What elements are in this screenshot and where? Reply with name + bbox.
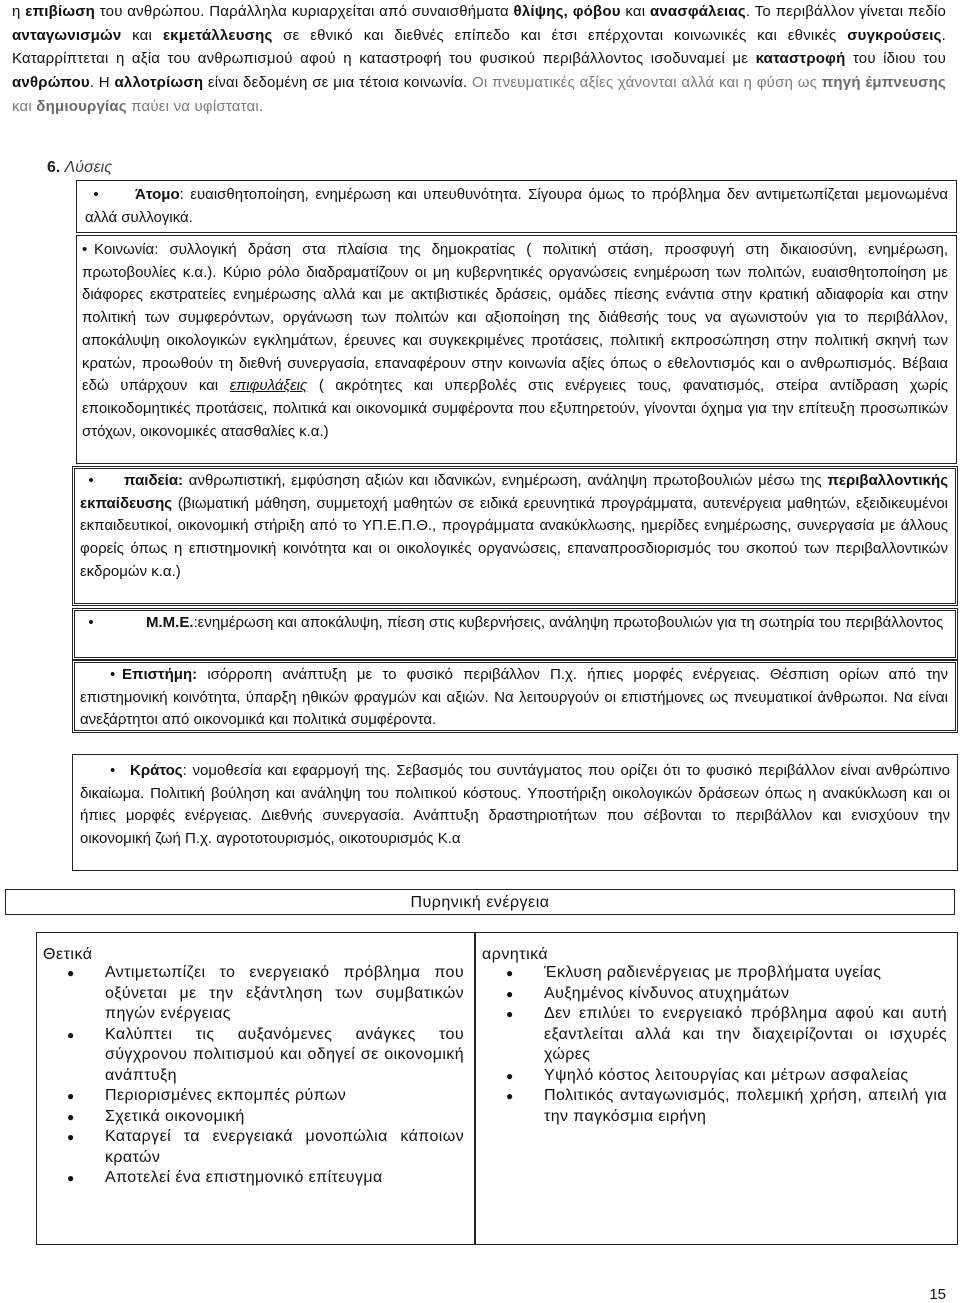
text-run: παύει να υφίσταται. bbox=[126, 97, 264, 115]
text-run: . Το περιβάλλον γίνεται πεδίο bbox=[745, 3, 946, 20]
kratos-text: : νομοθεσία και εφαρμογή της. Σεβασμός του συντάγματος που ορίζει ότι το φυσικό περιβάλλον είναι ανθρώπινο δικαίωμα. Πολιτική βούληση και ανάληψη του πολιτικού κόστους. Υποστήριξη οικολογικών δράσεων όπως η ανακύκλωση και οι ήπιες μορφές ενέργειας. Διεθνής συνεργασία. Ανάπτυξη δραστηριοτήτων που σέβονται το περιβάλλον και ενισχύουν την οικονομική ζωή Π.χ. αγροτοτουρισμός, οικοτουρισμός Κ.α bbox=[80, 762, 950, 848]
atomo-text: : ευαισθητοποίηση, ενημέρωση και υπευθυνότητα. Σίγουρα όμως το πρόβλημα δεν αντιμετωπίζεται μεμονωμένα αλλά συλλογικά. bbox=[85, 186, 948, 226]
bold-term: καταστροφή bbox=[755, 50, 846, 68]
list-item: ● Υψηλό κόστος λειτουργίας και μέτρων ασφαλείας bbox=[476, 1066, 957, 1087]
bold-term: επιβίωση bbox=[25, 3, 96, 20]
text-run: σε εθνικό και διεθνές επίπεδο και έτσι επέρχονται κοινωνικές και εθνικές bbox=[272, 26, 848, 44]
positive-heading: Θετικά bbox=[43, 946, 93, 963]
text-run: Οι πνευματικές αξίες χάνονται αλλά και η φύση ως bbox=[471, 74, 822, 92]
section-title: Λύσεις bbox=[60, 159, 112, 176]
paideia-bold: περιβαλλοντικής εκπαίδευσης bbox=[80, 472, 948, 512]
bold-term: ανθρώπου bbox=[12, 74, 90, 92]
bullet-icon: • bbox=[110, 762, 116, 779]
mme-text: :ενημέρωση και αποκάλυψη, πίεση στις κυβερνήσεις, ανάληψη πρωτοβουλιών για τη σωτηρία του περιβάλλοντος bbox=[193, 614, 944, 631]
text-run: είναι δεδομένη σε μια τέτοια κοινωνία. bbox=[203, 74, 472, 92]
koinonia-text: Κοινωνία: συλλογική δράση στα πλαίσια της δημοκρατίας ( πολιτική στάση, προσφυγή στη δικαιοσύνη, ενημέρωση, πρωτοβουλίες κ.α.). Κύριο ρόλο διαδραματίζουν οι μη κυβερνητικές οργανώσεις ενημέρωση των πολιτών, ευαισθητοποίηση με διάφορες εκστρατείες ενημέρωσης αλλά και με ακτιβιστικές δράσεις, ομάδες πίεσης ενάντια στην κρατική αδιαφορία και στην πολιτική των συμφερόντων, οργάνωση των πολιτών και αξιοποίηση της διάθεσής τους να αγωνιστούν για το περιβάλλον, αποκάλυψη οικολογικών εγκλημάτων, έρευνες και συγκεκριμένες προτάσεις, πολιτική εκπροσώπηση στην πολιτική σκηνή των κρατών, προωθούν τη διεθνή συνεργασία, επαναφέρουν στην κοινωνία αξίες όπως ο εθελοντισμός και ο ανθρωπισμός. Βέβαια εδώ υπάρχουν και bbox=[82, 241, 948, 395]
bullet-icon bbox=[85, 186, 107, 203]
bullet-icon bbox=[80, 614, 102, 631]
list-item: ● Αντιμετωπίζει το ενεργειακό πρόβλημα που οξύνεται με την εξάντληση των συμβατικών πηγών ενέργειας bbox=[37, 963, 474, 1025]
positive-list bbox=[37, 963, 474, 1189]
paideia-label: παιδεία: bbox=[124, 472, 184, 489]
koinonia-text: ( ακρότητες και υπερβολές στις ενέργειες τους, φανατισμός, στείρα αντίδραση χωρίς εποικοδομητικές προτάσεις, πολιτικά και οικονομικά συμφέροντα που εξυπηρετούν, γίνονται όχημα για την επίτευξη προσωπικών στόχων, οικονομικές ατασθαλίες κ.α.) bbox=[82, 377, 948, 440]
page-number: 15 bbox=[929, 1286, 946, 1303]
mme-label: Μ.Μ.Ε. bbox=[146, 614, 194, 631]
negative-heading: αρνητικά bbox=[482, 946, 549, 963]
list-item: ● Αυξημένος κίνδυνος ατυχημάτων bbox=[476, 984, 957, 1005]
list-item: ● Περιορισμένες εκπομπές ρύπων bbox=[37, 1086, 474, 1107]
bold-term: ανταγωνισμών bbox=[12, 26, 122, 44]
list-item: ● Έκλυση ραδιενέργειας με προβλήματα υγείας bbox=[476, 963, 957, 984]
bullet-icon: • bbox=[82, 241, 88, 258]
paideia-text: (βιωματική μάθηση, συμμετοχή μαθητών σε ειδικά ερευνητικά προγράμματα, αυτενέργεια μαθητών, εξειδικευμένοι εκπαιδευτικοί, οικονομική στήριξη από το ΥΠ.Ε.Π.Θ., προγράμματα ανακύκλωσης, ημερίδες ενημέρωσης, συνεργασία με άλλους φορείς όπως η επιστημονική κοινότητα και οι οικολογικές οργανώσεις, επαναπροσδιορισμός του σκοπού των περιβαλλοντικών εκδρομών κ.α.) bbox=[80, 494, 948, 580]
negative-list bbox=[476, 963, 957, 1127]
bold-term: ανασφάλειας bbox=[649, 3, 746, 20]
text-run: . Καταρρίπτεται η αξία του ανθρωπισμού αφού η καταστροφή του φυσικού περιβάλλοντος ισοδυναμεί με bbox=[12, 26, 946, 68]
paideia-text: ανθρωπιστική, εμφύσηση αξιών και ιδανικών, ενημέρωση, ανάληψη πρωτοβουλιών μέσω της bbox=[183, 472, 828, 489]
negative-column bbox=[475, 932, 958, 1245]
episthmh-text: ισόρροπη ανάπτυξη με το φυσικό περιβάλλον Π.χ. ήπιες μορφές ενέργειας. Θέσπιση ορίων από την επιστημονική κοινότητα, ύπαρξη ηθικών φραγμών και αξιών. Να λειτουργούν οι επιστήμονες ως πνευματικοί άνθρωποι. Να είναι ανεξάρτητοι από οικονομικά και πολιτικά συμφέροντα. bbox=[80, 666, 948, 729]
text-run: . Η bbox=[89, 74, 115, 92]
section-number: 6. bbox=[47, 159, 61, 176]
bold-term: πηγή έμπνευσης bbox=[821, 74, 946, 92]
bold-term: συγκρούσεις bbox=[847, 26, 942, 44]
episthmh-box bbox=[72, 660, 958, 733]
text-run: και bbox=[12, 97, 37, 115]
atomo-box bbox=[76, 180, 957, 233]
bold-term: δημιουργίας bbox=[36, 97, 127, 115]
text-run: η bbox=[12, 3, 26, 20]
koinonia-underlined: επιφυλάξεις bbox=[229, 377, 308, 395]
list-item: ● Καταργεί τα ενεργειακά μονοπώλια κάποιων κρατών bbox=[37, 1127, 474, 1168]
nuclear-energy-title: Πυρηνική ενέργεια bbox=[5, 889, 955, 915]
kratos-box bbox=[72, 754, 958, 871]
text-run: και bbox=[620, 3, 650, 20]
bold-term: θλίψης, φόβου bbox=[513, 3, 621, 20]
list-item: ● Αποτελεί ένα επιστημονικό επίτευγμα bbox=[37, 1168, 474, 1189]
bullet-icon: • bbox=[110, 666, 116, 683]
section-heading bbox=[47, 159, 112, 177]
paideia-box bbox=[72, 466, 958, 606]
koinonia-box bbox=[76, 235, 957, 464]
mme-box bbox=[72, 608, 958, 660]
atomo-label: Άτομο bbox=[135, 186, 180, 203]
positive-column bbox=[36, 932, 475, 1245]
intro-paragraph bbox=[12, 0, 946, 119]
bullet-icon bbox=[80, 472, 102, 489]
bold-term: αλλοτρίωση bbox=[114, 74, 204, 92]
list-item: ● Πολιτικός ανταγωνισμός, πολεμική χρήση, απειλή για την παγκόσμια ειρήνη bbox=[476, 1086, 957, 1127]
kratos-label: Κράτος bbox=[130, 762, 183, 779]
text-run: του ανθρώπου. Παράλληλα κυριαρχείται από συναισθήματα bbox=[95, 3, 514, 20]
list-item: ● Καλύπτει τις αυξανόμενες ανάγκες του σύγχρονου πολιτισμού και οδηγεί σε οικονομική ανάπτυξη bbox=[37, 1025, 474, 1087]
episthmh-label: Επιστήμη: bbox=[122, 666, 198, 683]
list-item: ● Δεν επιλύει το ενεργειακό πρόβλημα αφού και αυτή εξαντλείται αλλά και την διαχειρίζονται οι ισχυρές χώρες bbox=[476, 1004, 957, 1066]
bold-term: εκμετάλλευσης bbox=[162, 26, 273, 44]
text-run: και bbox=[121, 26, 163, 44]
text-run: του ίδιου του bbox=[845, 50, 946, 68]
list-item: ● Σχετικά οικονομική bbox=[37, 1107, 474, 1128]
